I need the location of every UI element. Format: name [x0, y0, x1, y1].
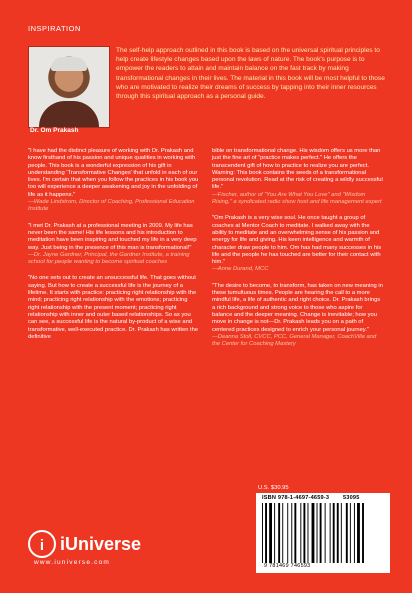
testimonial: [28, 223, 200, 267]
barcode-bar: [354, 503, 355, 563]
barcode-bar: [362, 503, 364, 563]
barcode-bar: [265, 503, 267, 563]
barcode-number: 9 781469 746593: [264, 563, 311, 569]
testimonial: [212, 215, 384, 273]
testimonial-attribution: —Fischer, author of "You Are What You Love" and "Wisdom Rising," a syndicated radio show host and life management expert: [212, 191, 382, 206]
isbn-supplement: 53095: [342, 495, 360, 501]
barcode-bar: [346, 503, 348, 563]
testimonial-text: "I met Dr. Prakash at a professional meeting in 2009. My life has never been the same! His life lessons and his introduction to meditation have been inspiring and touched my life in a very deep way. Just being in the presence of this man is transformational!": [28, 222, 197, 251]
testimonial-text: "The desire to become, to transform, has taken on new meaning in these tumultuous times. People are hearing the call to a more mindful life, a life of authentic and right choice. Dr. Prakash brings a rich background and strong voice to those who aspire for balance and the deeper meaning. Change is inevitable; how you move in change is not—Dr. Prakash leads you on a path of centered practices designed to enrich your personal journey.": [212, 282, 383, 333]
barcode: [256, 493, 390, 573]
isbn-number: ISBN 978-1-4697-4659-3: [262, 495, 330, 501]
left-column: [28, 148, 200, 350]
testimonial-attribution: —Wade Lindstrom, Director of Coaching, Professional Education Institute: [28, 199, 195, 213]
testimonial: [28, 148, 200, 214]
barcode-bar: [312, 503, 315, 563]
barcode-bar: [317, 503, 318, 563]
isbn-label: [262, 495, 360, 501]
publisher-name: iUniverse: [60, 533, 142, 554]
price-label: U.S. $30.95: [258, 485, 289, 491]
publisher-logo-icon: i: [28, 530, 56, 558]
right-column: [212, 148, 384, 357]
barcode-bar: [274, 503, 275, 563]
barcode-bar: [320, 503, 322, 563]
barcode-bar: [287, 503, 288, 563]
testimonial: [212, 148, 384, 206]
author-photo: [28, 46, 110, 128]
testimonial: [28, 275, 200, 341]
testimonial-attribution: —Deanna Stoll, CVCC, PCC, General Manager, CoachVille and the Center for Coaching Mastery: [212, 333, 377, 348]
publisher-logo: [28, 530, 141, 558]
barcode-bars: [262, 503, 384, 563]
barcode-bar: [350, 503, 351, 563]
publisher-url: www.iuniverse.com: [34, 559, 111, 566]
barcode-bar: [333, 503, 335, 563]
barcode-bar: [278, 503, 280, 563]
barcode-bar: [262, 503, 263, 563]
testimonial-text: "No one sets out to create an unsuccessful life. That goes without saying. But how to create a successful life is the journey of a lifetime. It starts with practice: practicing right relationship with the mind; practicing right relationship with the emotions; practicing right relationship with the present moment; practicing right relationship with inner and outer based relationships. So as you can see, a successful life is the natural by-product of a wise and transformative, well-executed practice. Dr. Prakash has written the definitive: [28, 275, 199, 340]
barcode-bar: [330, 503, 331, 563]
intro-paragraph: The self-help approach outlined in this book is based on the universal spiritual principles to help create lifestyle changes based upon the laws of nature. The book's purpose is to empower the readers to attain and maintain balance on the fast track by making transformational changes in their lives. The material in this book will be most helpful to those who are motivated to realize their dreams of success by tapping into their inner resources through this spiritual approach as a personal guide.: [116, 47, 385, 101]
barcode-bar: [337, 503, 339, 563]
testimonial-attribution: —Anne Durand, MCC: [212, 266, 269, 273]
testimonial: [212, 283, 384, 349]
barcode-bar: [303, 503, 305, 563]
barcode-bar: [308, 503, 309, 563]
barcode-bar: [325, 503, 326, 563]
barcode-bar: [282, 503, 283, 563]
barcode-bar: [294, 503, 296, 563]
barcode-bar: [291, 503, 292, 563]
barcode-bar: [300, 503, 301, 563]
category-label: INSPIRATION: [28, 24, 81, 33]
testimonial-text: "I have had the distinct pleasure of working with Dr. Prakash and know firsthand of his passion and unique qualities in working with people. This book is a wonderful expression of his gift in understanding 'Transformative Changes' that unfold in each of our lives. I'm certain that when you follow the practices in his book you too will experience a deeper awakening and joy in the unfolding of life as it happens.": [28, 148, 199, 198]
author-caption: Dr. Om Prakash: [30, 127, 79, 134]
barcode-bar: [357, 503, 360, 563]
testimonial-attribution: —Dr. Jayne Gardner, Principal, the Gardner Institute, a training school for people wanting to become spiritual coaches: [28, 251, 190, 266]
barcode-bar: [269, 503, 272, 563]
author-photo-shoulders: [39, 101, 99, 127]
barcode-bar: [341, 503, 342, 563]
author-photo-hair: [51, 57, 87, 71]
testimonial-text: "Om Prakash is a very wise soul. He once taught a group of coaches at Mentor Coach to meditate. I walked away with the ability to meditate and an overwhelming sense of his passion and energy for life and giving. His keen intelligence and warmth of character draw people to him. Om has had many successes in his life and the people he has touched are better for their contact with him.": [212, 215, 382, 266]
testimonial-text: bible on transformational change. His wisdom offers us more than just the fine art of "practice makes perfect." He offers the transcendent gift of how to practice to realize you are perfect. Warning: This book contains the seeds of a transformational personal revolution. Read at the risk of creating a wildly successful life.": [212, 148, 383, 191]
